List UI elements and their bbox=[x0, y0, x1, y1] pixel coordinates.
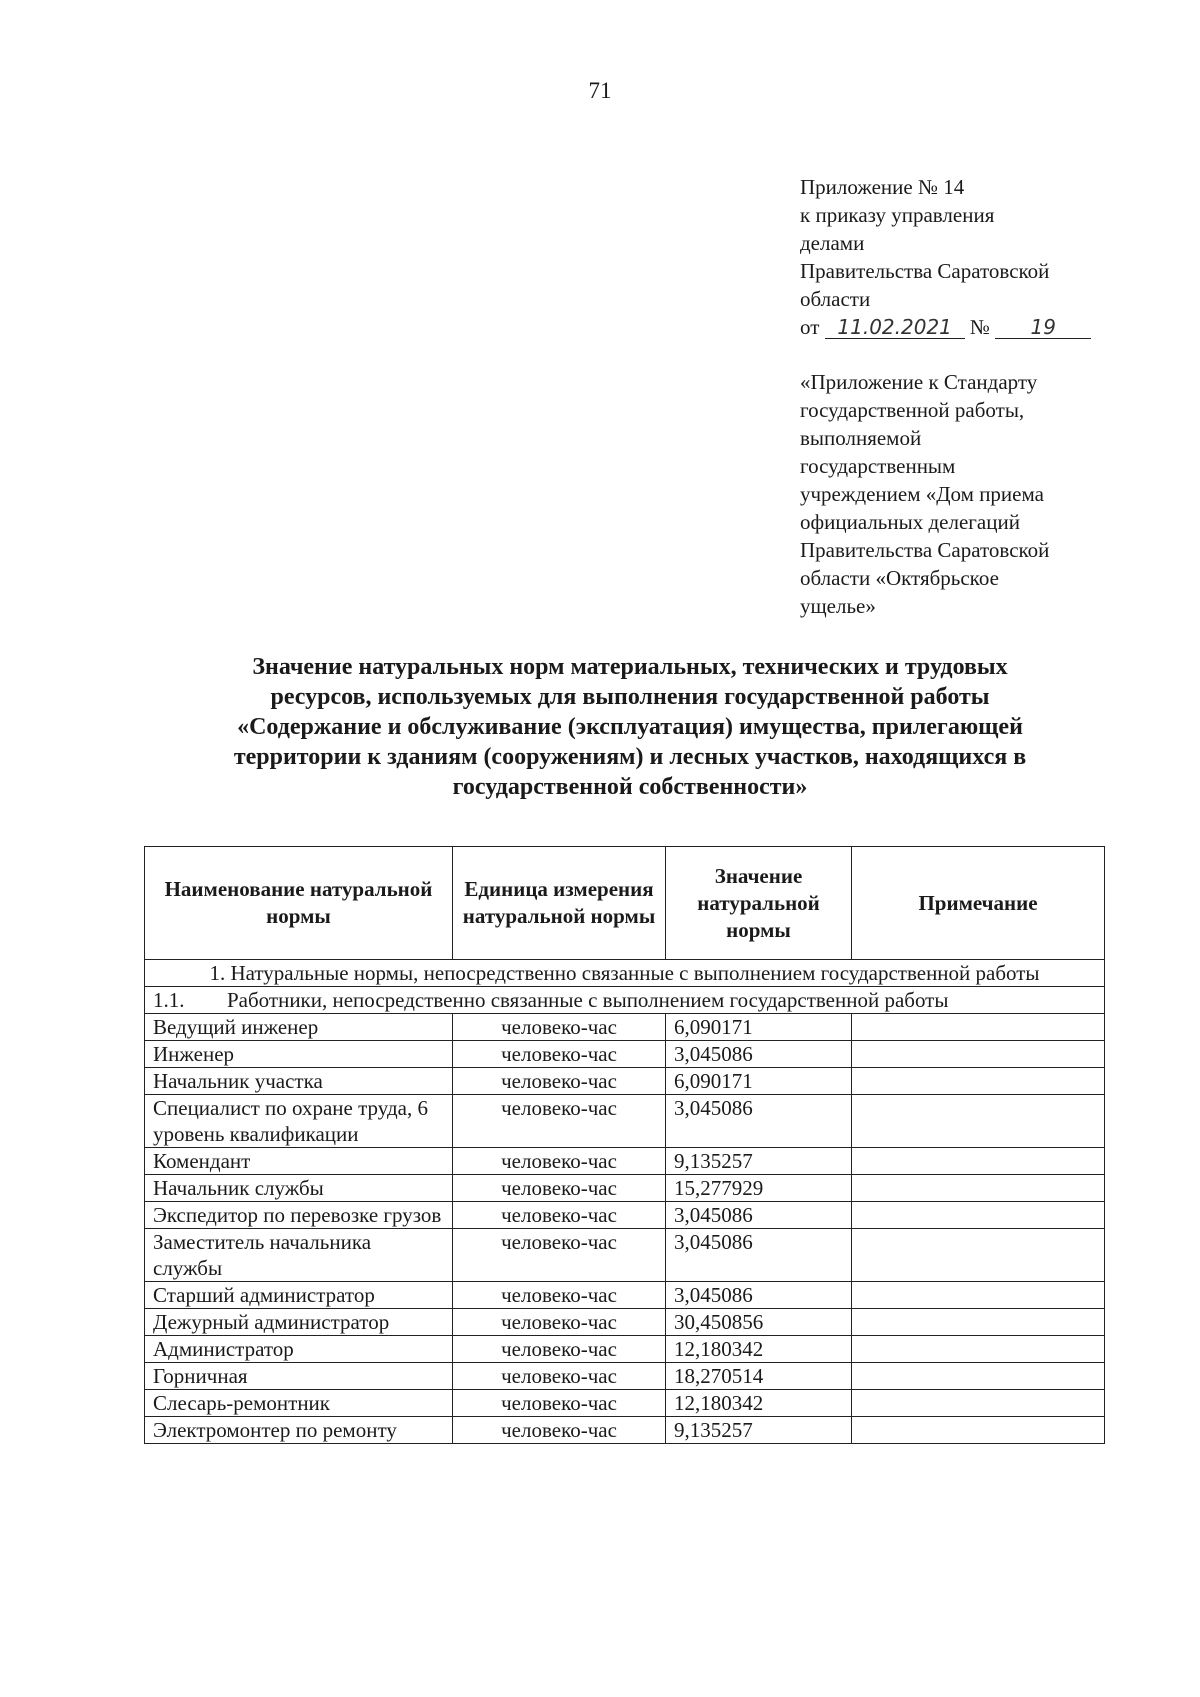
norm-name-cell: Начальник службы bbox=[145, 1175, 453, 1202]
reference-line: учреждением «Дом приема bbox=[800, 482, 1044, 506]
document-title bbox=[150, 652, 1110, 802]
norms-table bbox=[144, 846, 1105, 1444]
table-row bbox=[145, 1175, 1105, 1202]
value-cell: 15,277929 bbox=[666, 1175, 852, 1202]
header-value: Значение натуральной нормы bbox=[666, 847, 852, 960]
norm-name-cell: Старший администратор bbox=[145, 1282, 453, 1309]
section-title: 1. Натуральные нормы, непосредственно связанные с выполнением государственной работы bbox=[145, 960, 1105, 987]
table-row bbox=[145, 1282, 1105, 1309]
value-cell: 6,090171 bbox=[666, 1014, 852, 1041]
note-cell bbox=[852, 1202, 1105, 1229]
table-row bbox=[145, 1336, 1105, 1363]
unit-cell: человеко-час bbox=[453, 1309, 666, 1336]
appendix-line: к приказу управления bbox=[800, 203, 995, 227]
value-cell: 6,090171 bbox=[666, 1068, 852, 1095]
reference-line: выполняемой bbox=[800, 426, 922, 450]
norm-name-cell: Специалист по охране труда, 6 уровень квалификации bbox=[145, 1095, 453, 1148]
table-row bbox=[145, 1041, 1105, 1068]
note-cell bbox=[852, 1148, 1105, 1175]
unit-cell: человеко-час bbox=[453, 1202, 666, 1229]
unit-cell: человеко-час bbox=[453, 1175, 666, 1202]
norm-name-cell: Электромонтер по ремонту bbox=[145, 1417, 453, 1444]
value-cell: 3,045086 bbox=[666, 1041, 852, 1068]
table-row bbox=[145, 1417, 1105, 1444]
value-cell: 9,135257 bbox=[666, 1148, 852, 1175]
value-cell: 12,180342 bbox=[666, 1336, 852, 1363]
from-label: от bbox=[800, 315, 820, 339]
note-cell bbox=[852, 1014, 1105, 1041]
value-cell: 9,135257 bbox=[666, 1417, 852, 1444]
subsection-number: 1.1. bbox=[153, 988, 185, 1012]
norm-name-cell: Инженер bbox=[145, 1041, 453, 1068]
appendix-block bbox=[800, 173, 1120, 341]
table-row bbox=[145, 1095, 1105, 1148]
norm-name-cell: Комендант bbox=[145, 1148, 453, 1175]
appendix-line: области bbox=[800, 287, 871, 311]
table-row bbox=[145, 1202, 1105, 1229]
note-cell bbox=[852, 1041, 1105, 1068]
norm-name-cell: Горничная bbox=[145, 1363, 453, 1390]
unit-cell: человеко-час bbox=[453, 1041, 666, 1068]
table-header-row bbox=[145, 847, 1105, 960]
value-cell: 12,180342 bbox=[666, 1390, 852, 1417]
table-row bbox=[145, 1390, 1105, 1417]
unit-cell: человеко-час bbox=[453, 1095, 666, 1148]
table-row bbox=[145, 1068, 1105, 1095]
table-row bbox=[145, 1363, 1105, 1390]
reference-line: «Приложение к Стандарту bbox=[800, 370, 1038, 394]
appendix-line: Приложение № 14 bbox=[800, 175, 965, 199]
note-cell bbox=[852, 1175, 1105, 1202]
value-cell: 3,045086 bbox=[666, 1095, 852, 1148]
unit-cell: человеко-час bbox=[453, 1148, 666, 1175]
norm-name-cell: Администратор bbox=[145, 1336, 453, 1363]
number-label: № bbox=[969, 315, 990, 339]
norm-name-cell: Заместитель начальника службы bbox=[145, 1229, 453, 1282]
unit-cell: человеко-час bbox=[453, 1336, 666, 1363]
note-cell bbox=[852, 1282, 1105, 1309]
title-line: государственной собственности» bbox=[452, 774, 808, 800]
title-line: территории к зданиям (сооружениям) и лесных участков, находящихся в bbox=[233, 744, 1027, 770]
unit-cell: человеко-час bbox=[453, 1363, 666, 1390]
reference-line: государственной работы, bbox=[800, 398, 1025, 422]
note-cell bbox=[852, 1095, 1105, 1148]
norm-name-cell: Дежурный администратор bbox=[145, 1309, 453, 1336]
note-cell bbox=[852, 1068, 1105, 1095]
note-cell bbox=[852, 1309, 1105, 1336]
appendix-line: делами bbox=[800, 231, 865, 255]
value-cell: 3,045086 bbox=[666, 1229, 852, 1282]
reference-line: официальных делегаций bbox=[800, 510, 1020, 534]
norm-name-cell: Ведущий инженер bbox=[145, 1014, 453, 1041]
note-cell bbox=[852, 1336, 1105, 1363]
reference-line: ущелье» bbox=[800, 594, 876, 618]
note-cell bbox=[852, 1417, 1105, 1444]
norm-name-cell: Слесарь-ремонтник bbox=[145, 1390, 453, 1417]
title-line: ресурсов, используемых для выполнения государственной работы bbox=[270, 684, 990, 710]
appendix-line: Правительства Саратовской bbox=[800, 259, 1050, 283]
subsection-cell bbox=[145, 987, 1105, 1014]
table-row bbox=[145, 1309, 1105, 1336]
unit-cell: человеко-час bbox=[453, 1390, 666, 1417]
standard-reference-block bbox=[800, 368, 1100, 620]
value-cell: 3,045086 bbox=[666, 1282, 852, 1309]
section-row bbox=[145, 960, 1105, 987]
unit-cell: человеко-час bbox=[453, 1282, 666, 1309]
norm-name-cell: Экспедитор по перевозке грузов bbox=[145, 1202, 453, 1229]
table-row bbox=[145, 1014, 1105, 1041]
unit-cell: человеко-час bbox=[453, 1417, 666, 1444]
handwritten-number: 19 bbox=[995, 316, 1091, 339]
value-cell: 3,045086 bbox=[666, 1202, 852, 1229]
header-unit: Единица измерения натуральной нормы bbox=[453, 847, 666, 960]
header-norm-name: Наименование натуральной нормы bbox=[145, 847, 453, 960]
subsection-title: Работники, непосредственно связанные с выполнением государственной работы bbox=[227, 988, 949, 1012]
page-number: 71 bbox=[588, 78, 612, 103]
handwritten-date: 11.02.2021 bbox=[825, 316, 965, 339]
note-cell bbox=[852, 1229, 1105, 1282]
table-row bbox=[145, 1148, 1105, 1175]
reference-line: государственным bbox=[800, 454, 956, 478]
norm-name-cell: Начальник участка bbox=[145, 1068, 453, 1095]
table-row bbox=[145, 1229, 1105, 1282]
header-note: Примечание bbox=[852, 847, 1105, 960]
value-cell: 18,270514 bbox=[666, 1363, 852, 1390]
reference-line: области «Октябрьское bbox=[800, 566, 999, 590]
reference-line: Правительства Саратовской bbox=[800, 538, 1050, 562]
unit-cell: человеко-час bbox=[453, 1068, 666, 1095]
title-line: Значение натуральных норм материальных, технических и трудовых bbox=[252, 654, 1008, 680]
note-cell bbox=[852, 1363, 1105, 1390]
subsection-row bbox=[145, 987, 1105, 1014]
value-cell: 30,450856 bbox=[666, 1309, 852, 1336]
unit-cell: человеко-час bbox=[453, 1014, 666, 1041]
unit-cell: человеко-час bbox=[453, 1229, 666, 1282]
note-cell bbox=[852, 1390, 1105, 1417]
title-line: «Содержание и обслуживание (эксплуатация) имущества, прилегающей bbox=[237, 714, 1023, 740]
order-date-number-line bbox=[800, 313, 1120, 341]
